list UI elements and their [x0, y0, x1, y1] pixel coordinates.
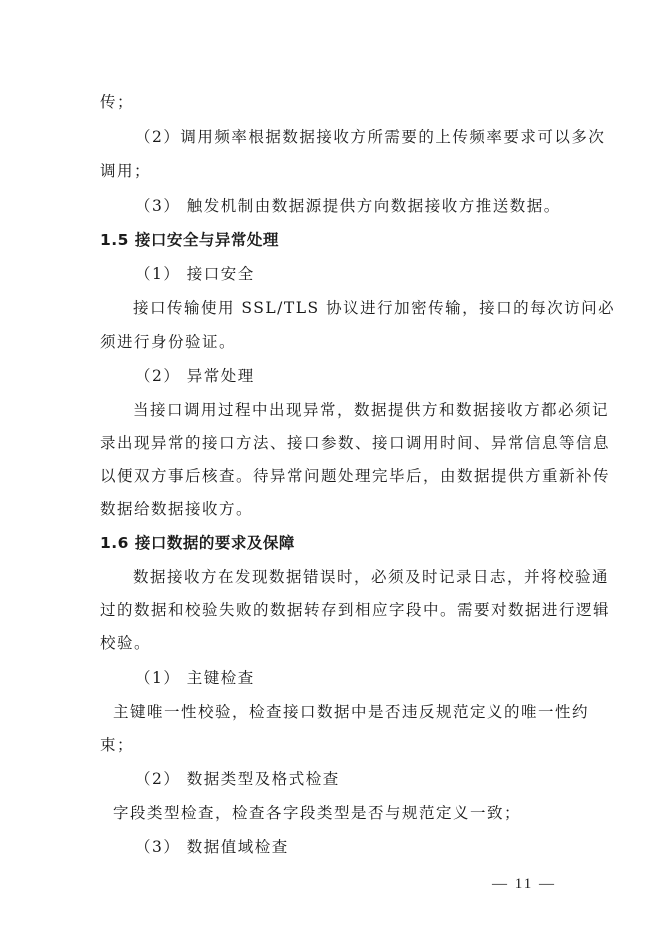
- paragraph-line: 主键唯一性校验，检查接口数据中是否违反规范定义的唯一性约: [113, 703, 590, 721]
- page-number: — 11 —: [492, 876, 556, 892]
- section-heading: 1.5 接口安全与异常处理: [100, 231, 279, 249]
- list-item-line: （2）调用频率根据数据接收方所需要的上传频率要求可以多次: [135, 128, 606, 146]
- paragraph-line: 数据接收方在发现数据错误时，必须及时记录日志，并将校验通: [133, 568, 610, 586]
- subsection-heading: （3） 数据值域检查: [135, 838, 289, 856]
- section-heading: 1.6 接口数据的要求及保障: [100, 534, 295, 552]
- paragraph-line: 传；: [100, 93, 135, 111]
- paragraph-line: 接口传输使用 SSL/TLS 协议进行加密传输，接口的每次访问必: [133, 299, 616, 317]
- subsection-heading: （1） 主键检查: [135, 669, 255, 687]
- paragraph-line: 数据给数据接收方。: [100, 500, 254, 518]
- paragraph-line: 以便双方事后核查。待异常问题处理完毕后，由数据提供方重新补传: [100, 467, 611, 485]
- paragraph-line: 校验。: [100, 634, 152, 652]
- paragraph-line: 调用；: [100, 162, 152, 180]
- paragraph-line: 束；: [100, 736, 135, 754]
- paragraph-line: 当接口调用过程中出现异常，数据提供方和数据接收方都必须记: [133, 401, 610, 419]
- paragraph-line: 过的数据和校验失败的数据转存到相应字段中。需要对数据进行逻辑: [100, 601, 611, 619]
- subsection-heading: （2） 异常处理: [135, 367, 255, 385]
- paragraph-line: 字段类型检查，检查各字段类型是否与规范定义一致；: [113, 804, 522, 822]
- paragraph-line: 录出现异常的接口方法、接口参数、接口调用时间、异常信息等信息: [100, 434, 611, 452]
- list-item-line: （3） 触发机制由数据源提供方向数据接收方推送数据。: [135, 197, 561, 215]
- paragraph-line: 须进行身份验证。: [100, 333, 237, 351]
- subsection-heading: （2） 数据类型及格式检查: [135, 770, 340, 788]
- subsection-heading: （1） 接口安全: [135, 265, 255, 283]
